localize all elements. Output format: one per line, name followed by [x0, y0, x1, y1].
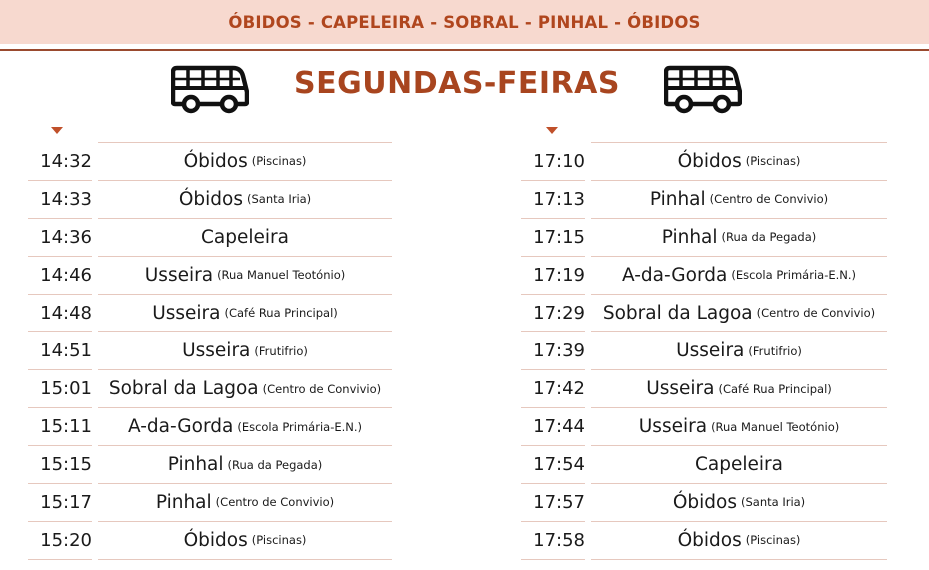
schedule-row [28, 370, 392, 408]
stop-name-cell [591, 370, 887, 408]
departure-time: 15:01 [28, 370, 92, 408]
departure-time: 15:17 [28, 484, 92, 522]
stop-detail: (Rua Manuel Teotónio) [711, 419, 840, 434]
stop-name-cell [591, 219, 887, 257]
stop-name-cell [591, 257, 887, 295]
stop-detail: (Piscinas) [745, 154, 801, 169]
stop-detail: (Centro de Convivio) [756, 306, 876, 320]
stop-detail: (Piscinas) [251, 154, 307, 169]
departure-time: 17:58 [521, 522, 585, 560]
stop-name: Usseira [646, 378, 715, 400]
departure-time: 14:46 [28, 257, 92, 295]
departure-time: 17:42 [521, 370, 585, 408]
stop-name-cell [98, 181, 392, 219]
stop-name-cell [591, 484, 887, 522]
stop-name-cell [98, 143, 392, 181]
stop-name: Óbidos [178, 188, 243, 210]
stop-detail: (Rua Manuel Teotónio) [217, 268, 346, 283]
stop-detail: (Centro de Convivio) [215, 495, 335, 510]
schedule-row [28, 181, 392, 219]
stop-name-cell [591, 181, 887, 219]
stop-name: Usseira [676, 340, 745, 362]
departure-time: 17:29 [521, 295, 585, 333]
schedule-row [28, 295, 392, 333]
stop-name: A-da-Gorda [127, 416, 234, 438]
stop-name-cell [98, 522, 392, 560]
departure-time: 14:33 [28, 181, 92, 219]
stop-detail: (Rua da Pegada) [227, 457, 323, 472]
stop-name: Óbidos [183, 150, 248, 172]
stop-detail: (Piscinas) [745, 533, 801, 548]
schedule-row [521, 332, 887, 370]
schedule-row [521, 446, 887, 484]
schedule-row [28, 332, 392, 370]
schedule-row [28, 484, 392, 522]
schedule-row [521, 295, 887, 333]
stop-name-cell [98, 446, 392, 484]
stop-name-cell [98, 257, 392, 295]
stop-name-cell [98, 219, 392, 257]
stop-name: Óbidos [183, 529, 248, 551]
stop-name-cell [591, 332, 887, 370]
stop-detail: (Santa Iria) [246, 192, 312, 207]
schedule-row [521, 257, 887, 295]
departure-time: 15:11 [28, 408, 92, 446]
schedule-row [521, 219, 887, 257]
bus-icon [171, 62, 249, 114]
stop-name: Usseira [182, 340, 251, 362]
stop-name: Usseira [638, 416, 708, 438]
stop-name: Sobral da Lagoa [602, 302, 753, 324]
schedule-row [521, 143, 887, 181]
schedule-row [28, 522, 392, 560]
schedule-row [28, 257, 392, 295]
schedule-row [28, 408, 392, 446]
bus-icon [664, 62, 742, 114]
stop-detail: (Café Rua Principal) [224, 306, 338, 320]
stop-detail: (Café Rua Principal) [718, 381, 832, 396]
stop-detail: (Piscinas) [251, 533, 307, 548]
stop-name-cell [98, 295, 392, 333]
stop-name: Pinhal [155, 491, 212, 513]
stop-name: Capeleira [695, 454, 783, 476]
departure-time: 17:57 [521, 484, 585, 522]
stop-name: Capeleira [201, 226, 289, 248]
stop-detail: (Escola Primária-E.N.) [731, 268, 857, 283]
schedule-row [521, 408, 887, 446]
departure-time: 14:51 [28, 332, 92, 370]
schedule-row [521, 370, 887, 408]
departure-time: 15:15 [28, 446, 92, 484]
stop-name: Usseira [144, 264, 214, 286]
stop-name-cell [98, 408, 392, 446]
stop-name: Pinhal [167, 454, 224, 476]
departure-time: 17:54 [521, 446, 585, 484]
direction-arrow-icon [51, 127, 63, 134]
stop-name: Óbidos [672, 491, 737, 513]
schedule-row [521, 181, 887, 219]
direction-arrow-icon [546, 127, 558, 134]
stop-detail: (Escola Primária-E.N.) [237, 419, 363, 434]
stop-name: Sobral da Lagoa [108, 378, 259, 400]
stop-name-cell [591, 408, 887, 446]
schedule-row [28, 143, 392, 181]
schedule-row [521, 522, 887, 560]
stop-name: Pinhal [661, 226, 718, 248]
stop-name-cell [591, 446, 887, 484]
schedule-right [521, 143, 887, 560]
departure-time: 15:20 [28, 522, 92, 560]
route-banner [0, 0, 929, 44]
stop-name: Óbidos [677, 529, 742, 551]
route-title: ÓBIDOS - CAPELEIRA - SOBRAL - PINHAL - ÓBIDOS [228, 12, 701, 32]
schedule-row [521, 484, 887, 522]
departure-time: 17:13 [521, 181, 585, 219]
stop-detail: (Frutifrio) [254, 343, 308, 358]
day-title: SEGUNDAS-FEIRAS [294, 66, 620, 101]
stop-detail: (Santa Iria) [740, 495, 806, 510]
stop-detail: (Centro de Convivio) [709, 192, 829, 207]
stop-name: Pinhal [649, 188, 706, 210]
stop-name-cell [98, 370, 392, 408]
stop-name: A-da-Gorda [621, 264, 728, 286]
stop-name-cell [98, 332, 392, 370]
departure-time: 14:36 [28, 219, 92, 257]
stop-detail: (Rua da Pegada) [721, 230, 817, 245]
departure-time: 17:19 [521, 257, 585, 295]
schedule-row [28, 219, 392, 257]
departure-time: 17:44 [521, 408, 585, 446]
stop-name-cell [591, 143, 887, 181]
stop-name-cell [98, 484, 392, 522]
stop-name-cell [591, 522, 887, 560]
departure-time: 17:10 [521, 143, 585, 181]
departure-time: 17:39 [521, 332, 585, 370]
stop-name-cell [591, 295, 887, 333]
stop-name: Usseira [152, 302, 221, 324]
banner-divider [0, 49, 929, 51]
stop-detail: (Frutifrio) [748, 343, 802, 358]
departure-time: 17:15 [521, 219, 585, 257]
departure-time: 14:32 [28, 143, 92, 181]
schedule-row [28, 446, 392, 484]
schedule-left [28, 143, 392, 560]
departure-time: 14:48 [28, 295, 92, 333]
stop-name: Óbidos [677, 150, 742, 172]
stop-detail: (Centro de Convivio) [262, 381, 382, 396]
